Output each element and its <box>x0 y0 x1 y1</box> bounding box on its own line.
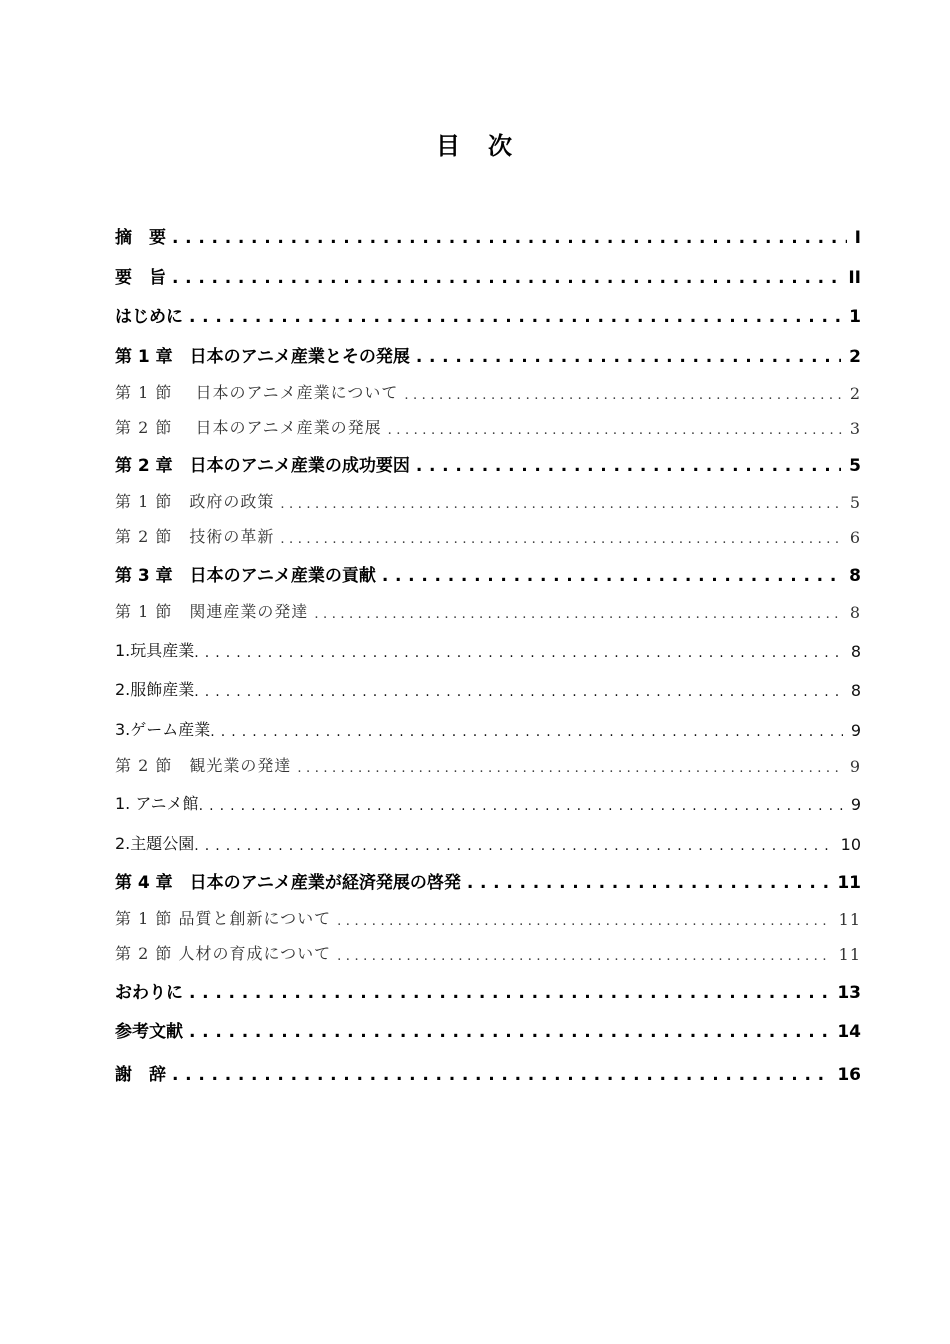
toc-leader-dots <box>194 834 832 854</box>
toc-entry-label: 参考文献 <box>115 1022 183 1042</box>
toc-entry[interactable] <box>115 750 861 776</box>
toc-entry-label: 3.ゲーム産業 <box>115 720 211 739</box>
toc-entry[interactable] <box>115 977 861 1003</box>
toc-leader-dots <box>467 873 830 893</box>
toc-entry-label: 第 1 節 日本のアニメ産業について <box>115 383 399 402</box>
toc-leader-dots <box>172 228 847 248</box>
toc-entry-page: 8 <box>849 603 861 622</box>
toc-leader-dots <box>314 602 841 622</box>
toc-entry-page: 9 <box>849 757 861 776</box>
toc-entry-label: 第 3 章 日本のアニメ産業の貢献 <box>115 566 376 586</box>
toc-entry[interactable] <box>115 341 861 367</box>
toc-entry-page: 10 <box>840 835 861 854</box>
toc-entry[interactable] <box>115 412 861 438</box>
toc-entry[interactable] <box>115 262 861 288</box>
toc-entry[interactable] <box>115 1016 861 1042</box>
toc-entry[interactable] <box>115 596 861 622</box>
toc-leader-dots <box>194 680 843 700</box>
toc-entry-page: 16 <box>837 1065 861 1085</box>
toc-entry[interactable] <box>115 1059 861 1085</box>
toc-leader-dots <box>404 383 841 403</box>
toc-leader-dots <box>189 1022 829 1042</box>
toc-leader-dots <box>416 456 841 476</box>
toc-entry[interactable] <box>115 938 861 964</box>
toc-leader-dots <box>297 756 841 776</box>
toc-entry-label: 第 2 節 観光業の発達 <box>115 756 292 775</box>
toc-entry[interactable] <box>115 301 861 327</box>
toc-entry-label: 摘 要 <box>115 228 166 248</box>
toc-entry-label: 謝 辞 <box>115 1065 166 1085</box>
toc-entry-page: 1 <box>849 307 861 327</box>
toc-entry-page: 2 <box>849 347 861 367</box>
toc-leader-dots <box>337 944 831 964</box>
toc-entry-label: 要 旨 <box>115 268 166 288</box>
toc-leader-dots <box>189 983 829 1003</box>
toc-entry-page: 8 <box>850 642 861 661</box>
toc-leader-dots <box>388 418 842 438</box>
toc-entry-page: 6 <box>849 528 861 547</box>
toc-leader-dots <box>172 268 840 288</box>
toc-leader-dots <box>172 1065 829 1085</box>
toc-leader-dots <box>382 566 841 586</box>
toc-entry[interactable] <box>115 450 861 476</box>
toc-leader-dots <box>416 347 841 367</box>
toc-entry[interactable] <box>115 828 861 854</box>
toc-entry-label: 第 2 節 技術の革新 <box>115 527 275 546</box>
toc-leader-dots <box>210 720 843 740</box>
toc-entry[interactable] <box>115 635 861 661</box>
toc-entry-label: 2.服飾産業 <box>115 680 195 699</box>
toc-entry[interactable] <box>115 560 861 586</box>
toc-entry-label: 第 2 節 人材の育成について <box>115 944 332 963</box>
toc-entry-label: 1.玩具産業 <box>115 641 195 660</box>
toc-entry[interactable] <box>115 377 861 403</box>
toc-entry[interactable] <box>115 867 861 893</box>
toc-entry-label: 第 2 節 日本のアニメ産業の発展 <box>115 418 382 437</box>
toc-entry-label: 第 4 章 日本のアニメ産業が経済発展の啓発 <box>115 873 461 893</box>
toc-entry-page: 5 <box>849 493 861 512</box>
toc-entry-page: II <box>848 268 861 288</box>
toc-entry-label: おわりに <box>115 983 183 1003</box>
toc-entry-page: 8 <box>849 566 861 586</box>
toc-entry-page: 3 <box>849 419 861 438</box>
toc-entry-label: 第 2 章 日本のアニメ産業の成功要因 <box>115 456 410 476</box>
toc-entry-page: 2 <box>849 384 861 403</box>
toc-leader-dots <box>189 307 841 327</box>
toc-leader-dots <box>194 641 843 661</box>
toc-entry-page: 14 <box>837 1022 861 1042</box>
toc-entry-label: 第 1 章 日本のアニメ産業とその発展 <box>115 347 410 367</box>
toc-entry[interactable] <box>115 788 861 814</box>
toc-leader-dots <box>337 909 831 929</box>
toc-entry-label: 1. アニメ館 <box>115 794 199 813</box>
toc-entry[interactable] <box>115 674 861 700</box>
toc-entry[interactable] <box>115 714 861 740</box>
toc-leader-dots <box>280 527 841 547</box>
toc-leader-dots <box>280 492 841 512</box>
toc-leader-dots <box>199 794 843 814</box>
toc-entry-page: 9 <box>850 721 861 740</box>
toc-entry[interactable] <box>115 486 861 512</box>
toc-entry-label: 第 1 節 政府の政策 <box>115 492 275 511</box>
toc-entry-label: はじめに <box>115 307 183 327</box>
toc-entry-label: 第 1 節 関連産業の発達 <box>115 602 309 621</box>
toc-entry-page: I <box>854 228 861 248</box>
toc-entry-page: 5 <box>849 456 861 476</box>
toc-entry-label: 第 1 節 品質と創新について <box>115 909 332 928</box>
toc-entry-label: 2.主題公園 <box>115 834 195 853</box>
toc-entry-page: 11 <box>837 873 861 893</box>
toc-entry-page: 13 <box>837 983 861 1003</box>
toc-entry-page: 11 <box>838 945 861 964</box>
toc-entry-page: 8 <box>850 681 861 700</box>
toc-entry-page: 11 <box>838 910 861 929</box>
toc-entry[interactable] <box>115 222 861 248</box>
toc-entry[interactable] <box>115 903 861 929</box>
page-title: 目 次 <box>436 132 514 160</box>
toc-entry[interactable] <box>115 521 861 547</box>
toc-entry-page: 9 <box>850 795 861 814</box>
